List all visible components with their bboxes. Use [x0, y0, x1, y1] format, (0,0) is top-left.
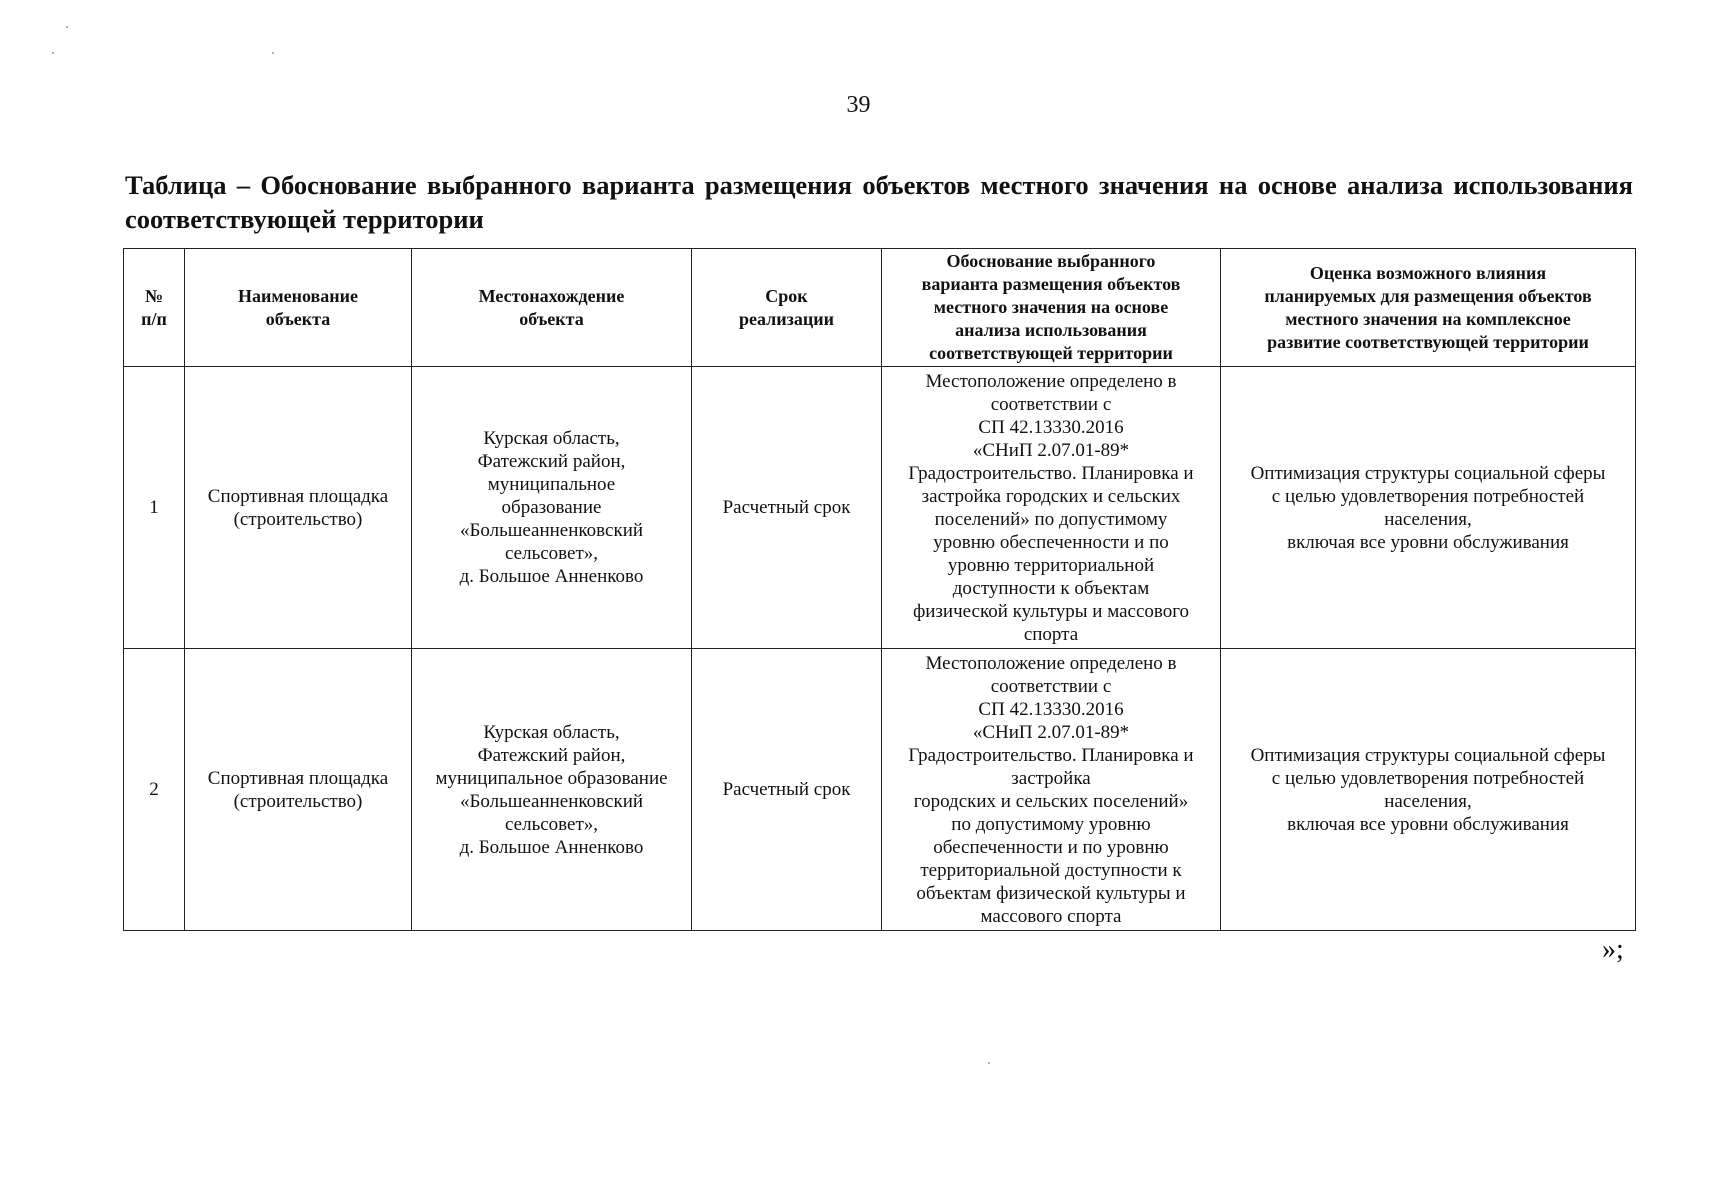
scan-speck: [988, 1062, 990, 1064]
cell-number: 2: [124, 649, 185, 931]
cell-object-name: Спортивная площадка (строительство): [185, 649, 412, 931]
placement-justification-table: [123, 248, 1636, 931]
closing-quote-mark: »;: [1602, 934, 1624, 965]
cell-object-location: Курская область, Фатежский район, муниципальное образование «Большеанненковский сельсовет», д. Большое Анненково: [412, 367, 692, 649]
cell-impact-assessment: Оптимизация структуры социальной сферы с целью удовлетворения потребностей населения, включая все уровни обслуживания: [1221, 649, 1636, 931]
cell-placement-justification: Местоположение определено в соответствии с СП 42.13330.2016 «СНиП 2.07.01-89* Градостроительство. Планировка и застройка городских и сельских поселений» по допустимому уровню обеспеченности и по уровню территориальной доступности к объектам физической культуры и массового спорта: [882, 367, 1221, 649]
header-object-name: Наименование объекта: [185, 249, 412, 367]
table-row: [124, 649, 1636, 931]
scan-speck: [52, 52, 54, 54]
cell-impact-assessment: Оптимизация структуры социальной сферы с целью удовлетворения потребностей населения, включая все уровни обслуживания: [1221, 367, 1636, 649]
header-impact-assessment: Оценка возможного влияния планируемых для размещения объектов местного значения на комплексное развитие соответствующей территории: [1221, 249, 1636, 367]
table-row: [124, 367, 1636, 649]
header-number: № п/п: [124, 249, 185, 367]
cell-implementation-term: Расчетный срок: [692, 367, 882, 649]
cell-object-location: Курская область, Фатежский район, муниципальное образование «Большеанненковский сельсовет», д. Большое Анненково: [412, 649, 692, 931]
table-title: Таблица – Обоснование выбранного варианта размещения объектов местного значения на основе анализа использования соответствующей территории: [125, 170, 1633, 234]
header-placement-justification: Обоснование выбранного варианта размещения объектов местного значения на основе анализа использования соответствующей территории: [882, 249, 1221, 367]
page-number: 39: [846, 92, 871, 118]
scan-speck: [272, 52, 274, 54]
cell-number: 1: [124, 367, 185, 649]
table-header-row: [124, 249, 1636, 367]
header-object-location: Местонахождение объекта: [412, 249, 692, 367]
header-implementation-term: Срок реализации: [692, 249, 882, 367]
scan-speck: [66, 26, 68, 28]
cell-placement-justification: Местоположение определено в соответствии с СП 42.13330.2016 «СНиП 2.07.01-89* Градостроительство. Планировка и застройка городских и сельских поселений» по допустимому уровню обеспеченности и по уровню территориальной доступности к объектам физической культуры и массового спорта: [882, 649, 1221, 931]
cell-implementation-term: Расчетный срок: [692, 649, 882, 931]
cell-object-name: Спортивная площадка (строительство): [185, 367, 412, 649]
